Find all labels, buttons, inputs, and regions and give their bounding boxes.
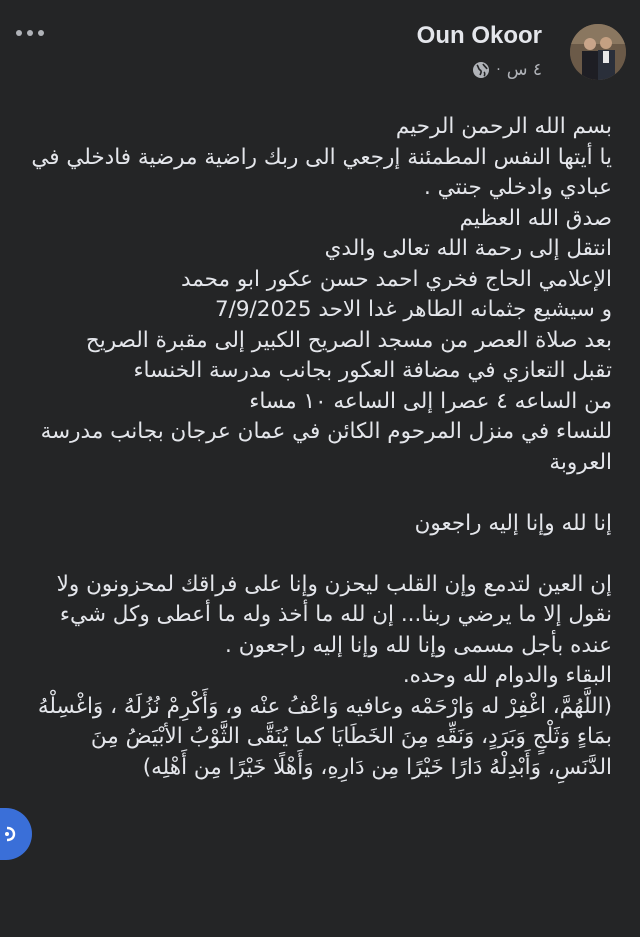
post-line: للنساء في منزل المرحوم الكائن في عمان عرجان بجانب مدرسة العروبة	[40, 419, 612, 475]
post-line: تقبل التعازي في مضافة العكور بجانب مدرسة الخنساء	[133, 358, 612, 383]
post-line: صدق الله العظيم	[459, 205, 612, 231]
blank-line	[22, 539, 612, 570]
avatar[interactable]	[570, 24, 626, 80]
meta-separator: ·	[496, 62, 501, 78]
post-line: البقاء والدوام لله وحده.	[402, 663, 612, 688]
post-line: و سيشيع جثمانه الطاهر غدا الاحد 7/9/2025	[214, 297, 612, 322]
post-line: يا أيتها النفس المطمئنة إرجعي الى ربك راضية مرضية فادخلي في عبادي وادخلي جنتي .	[31, 144, 612, 200]
globe-icon	[472, 61, 490, 79]
post-meta	[472, 60, 542, 80]
post-line: الإعلامي الحاج فخري احمد حسن عكور ابو محمد	[180, 266, 612, 292]
post-header	[0, 0, 640, 100]
post-line: (اللَّهُمَّ، اغْفِرْ له وَارْحَمْه وعافيه وَاعْفُ عنْه و، وَأَكْرِمْ نُزُلَهُ ، وَاغْسِلْهُ بمَاءٍ وَثَلْجٍ وَبَرَدٍ، وَنَقِّهِ مِنَ الخَطَايَا كما يُنَقَّى الثَّوْبُ الأبْيَضُ مِنَ الدَّنَسِ، وَأَبْدِلْهُ دَارًا خَيْرًا مِن دَارِهِ، وَأَهْلًا خَيْرًا مِن أَهْلِه)	[37, 693, 612, 780]
author-name[interactable]: Oun Okoor	[416, 22, 542, 49]
post-line: بعد صلاة العصر من مسجد الصريح الكبير إلى مقبرة الصريح	[85, 327, 612, 353]
post-line: من الساعه ٤ عصرا إلى الساعه ١٠ مساء	[249, 388, 612, 414]
more-options-icon[interactable]	[16, 30, 44, 36]
post-body	[22, 112, 612, 783]
timestamp[interactable]: ٤ س	[506, 60, 542, 80]
accessibility-tab-icon[interactable]	[0, 808, 32, 860]
blank-line	[22, 478, 612, 509]
post-line: إن العين لتدمع وإن القلب ليحزن وإنا على فراقك لمحزونون ولا نقول إلا ما يرضي ربنا... إن لله ما أخذ وله ما أعطى وكل شيء عنده بأجل مسمى وإنا لله وإنا إليه راجعون .	[56, 571, 612, 658]
post-line: بسم الله الرحمن الرحيم	[395, 114, 612, 139]
post-line: إنا لله وإنا إليه راجعون	[414, 510, 612, 536]
post-line: انتقل إلى رحمة الله تعالى والدي	[324, 236, 612, 261]
